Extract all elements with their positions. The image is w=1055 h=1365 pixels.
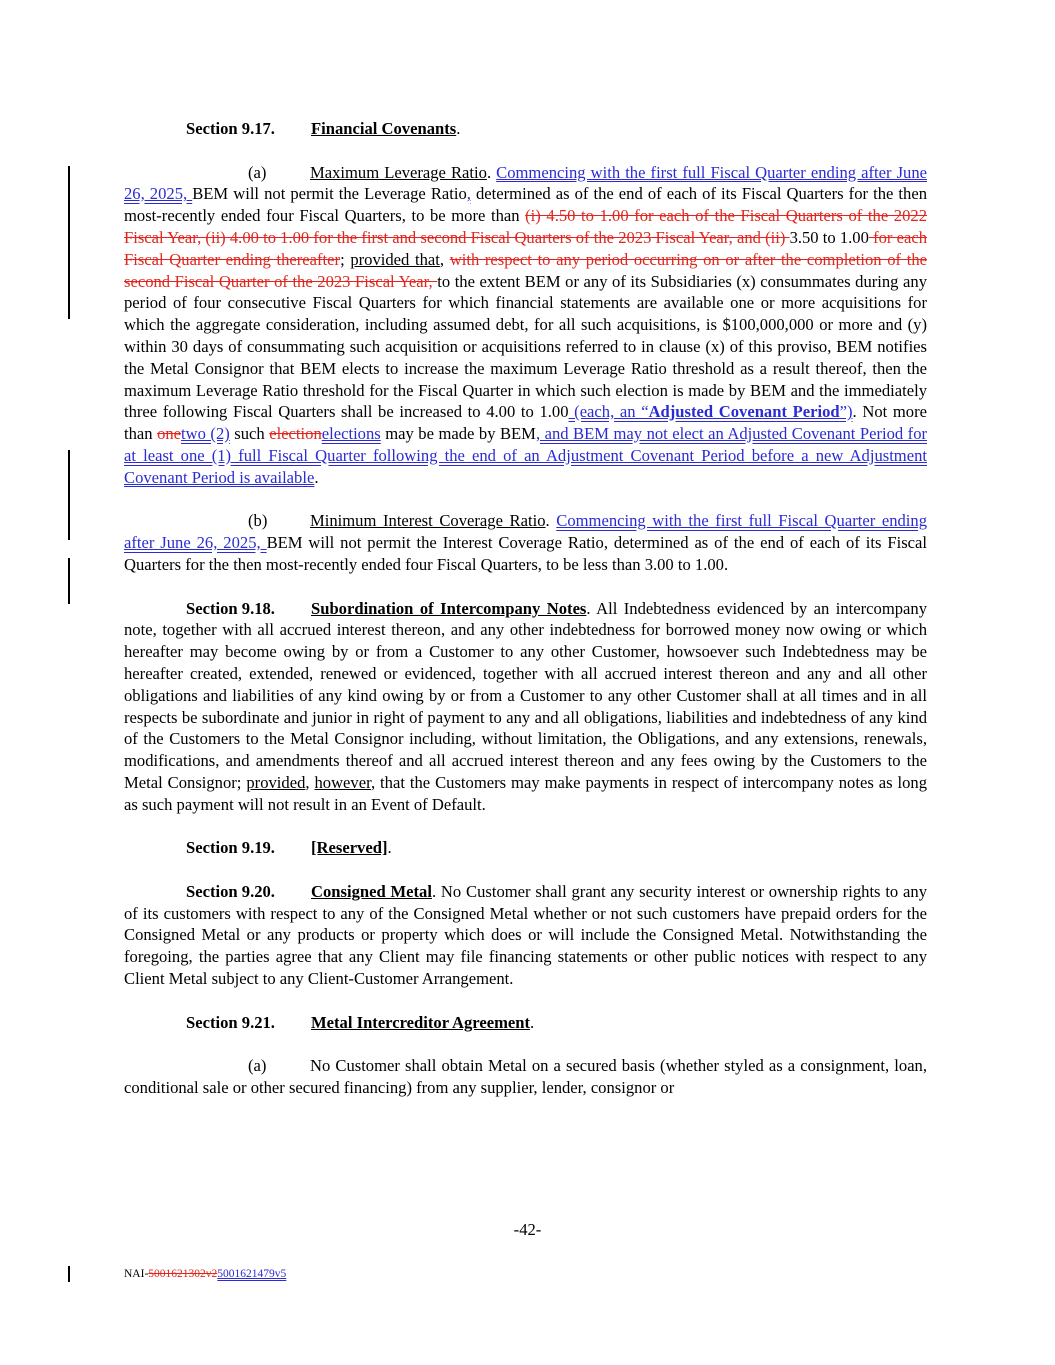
inserted-text: Commencing with the first full Fiscal Quarter ending after June 26, 2025,	[124, 511, 928, 553]
subsection-heading: Maximum Leverage Ratio	[310, 162, 487, 182]
document-id-footer: NAI-5001621302v25001621479v5	[124, 1268, 287, 1280]
deleted-text: for each Fiscal Quarter ending thereafter	[124, 227, 927, 269]
deleted-text: (i) 4.50 to 1.00 for each of the Fiscal Quarters of the 2022 Fiscal Year, (ii) 4.00 to 1.00 for the first and second Fiscal Quarters of the 2023 Fiscal Year, and (ii)	[124, 206, 927, 247]
section-9-20-paragraph: Section 9.20. Consigned Metal. No Customer shall grant any security interest or ownership rights to any of its customers with respect to any of the Consigned Metal whether or not such customers have prepaid orders for the Consigned Metal or any products or property which does or will include the Consigned Metal. Notwithstanding the foregoing, the parties agree that any Client may file financing statements or other public notices with respect to any Client Metal subject to any Client-Customer Arrangement.	[124, 881, 927, 989]
section-number: Section 9.20.	[186, 881, 275, 901]
inserted-text: (each, an “	[568, 402, 649, 422]
section-9-18-paragraph: Section 9.18. Subordination of Intercompany Notes. All Indebtedness evidenced by an intercompany note, together with all accrued interest thereon, and any other indebtedness for borrowed money now owing or which hereafter may become owing by or from a Customer to any other Customer, howsoever such Indebtedness may be hereafter created, extended, renewed or evidenced, together with all accrued interest thereon and any and all other obligations and liabilities of any kind owing by or from a Customer to any other Customer shall at all times and in all respects be subordinate and junior in right of payment to any and all obligations, liabilities and indebtedness of any kind of the Customers to the Metal Consignor including, without limitation, the Obligations, and any extensions, renewals, modifications, and amendments thereof and all accrued interest thereon and any fees owing by the Customers to the Metal Consignor; provided, however, that the Customers may make payments in respect of intercompany notes as long as such payment will not result in an Event of Default.	[124, 598, 928, 814]
section-9-21-a-paragraph: (a) No Customer shall obtain Metal on a secured basis (whether styled as a consignment, loan, conditional sale or other secured financing) from any supplier, lender, consignor or	[124, 1056, 927, 1098]
inserted-text: two (2)	[181, 424, 230, 444]
defined-term-adjusted-covenant-period: Adjusted Covenant Period	[648, 402, 840, 422]
subsection-label: (a)	[248, 162, 267, 182]
provided-that-term: provided that	[350, 249, 440, 269]
inserted-text: ”)	[839, 402, 853, 422]
deleted-text: one	[157, 424, 182, 444]
section-9-21-heading: Section 9.21. Metal Intercreditor Agreement.	[186, 1012, 535, 1032]
inserted-text: 5001621479v5	[217, 1268, 287, 1280]
deleted-text: with respect to any period occurring on or after the completion of the second Fiscal Quarter of the 2023 Fiscal Year,	[124, 249, 927, 291]
section-number: Section 9.18.	[186, 598, 275, 618]
inserted-text: , and BEM may not elect an Adjusted Covenant Period for at least one (1) full Fiscal Quarter following the end of an Adjustment Covenant Period before a new Adjustment Covenant Period is available	[124, 424, 928, 487]
however-term: however	[314, 772, 371, 792]
deleted-text: 5001621302v2	[148, 1268, 218, 1280]
inserted-text: elections	[321, 424, 381, 444]
change-bar	[68, 450, 70, 540]
section-number: Section 9.17.	[186, 119, 275, 138]
section-title: Subordination of Intercompany Notes	[311, 598, 587, 618]
subsection-label: (a)	[248, 1056, 267, 1076]
inserted-text: Commencing with the first full Fiscal Quarter ending after June 26, 2025,	[124, 162, 927, 204]
change-bar	[68, 558, 70, 604]
section-number: Section 9.19.	[186, 838, 275, 858]
provided-term: provided	[246, 772, 306, 792]
subsection-label: (b)	[248, 511, 268, 531]
section-title: Consigned Metal	[311, 881, 432, 901]
change-bar	[68, 166, 70, 319]
section-9-17-heading: Section 9.17. Financial Covenants.	[186, 119, 461, 138]
deleted-text: election	[269, 424, 322, 444]
page-number: -42-	[513, 1220, 542, 1239]
change-bar	[68, 1266, 70, 1282]
section-title: Metal Intercreditor Agreement	[311, 1012, 531, 1032]
section-number: Section 9.21.	[186, 1012, 275, 1032]
document-page	[124, 118, 927, 1099]
inserted-text: ,	[466, 184, 471, 204]
section-title: Financial Covenants	[311, 119, 457, 138]
section-9-19-heading: Section 9.19. [Reserved].	[186, 838, 392, 858]
section-9-17-b-paragraph: (b) Minimum Interest Coverage Ratio. Commencing with the first full Fiscal Quarter ending after June 26, 2025, BEM will not permit the Interest Coverage Ratio, determined as of the end of each of its Fiscal Quarters for the then most-recently ended four Fiscal Quarters, to be less than 3.00 to 1.00.	[124, 511, 928, 574]
subsection-heading: Minimum Interest Coverage Ratio	[310, 511, 546, 531]
section-title: [Reserved]	[311, 838, 388, 858]
section-9-17-a-paragraph: (a) Maximum Leverage Ratio. Commencing with the first full Fiscal Quarter ending after June 26, 2025, BEM will not permit the Leverage Ratio, determined as of the end of each of its Fiscal Quarters for the then most-recently ended four Fiscal Quarters, to be more than (i) 4.50 to 1.00 for each of the Fiscal Quarters of the 2022 Fiscal Year, (ii) 4.00 to 1.00 for the first and second Fiscal Quarters of the 2023 Fiscal Year, and (ii) 3.50 to 1.00 for each Fiscal Quarter ending thereafter; provided that, with respect to any period occurring on or after the completion of the second Fiscal Quarter of the 2023 Fiscal Year, to the extent BEM or any of its Subsidiaries (x) consummates during any period of four consecutive Fiscal Quarters for which financial statements are available one or more acquisitions for which the aggregate consideration, including assumed debt, for all such acquisitions, is $100,000,000 or more and (y) within 30 days of consummating such acquisition or acquisitions referred to in clause (x) of this proviso, BEM notifies the Metal Consignor that BEM elects to increase the maximum Leverage Ratio threshold as a result thereof, then the maximum Leverage Ratio threshold for the Fiscal Quarter in which such election is made by BEM and the immediately three following Fiscal Quarters shall be increased to 4.00 to 1.00 (each, an “Adjusted Covenant Period”). Not more than onetwo (2) such electionelections may be made by BEM, and BEM may not elect an Adjusted Covenant Period for at least one (1) full Fiscal Quarter following the end of an Adjustment Covenant Period before a new Adjustment Covenant Period is available.	[124, 162, 928, 487]
